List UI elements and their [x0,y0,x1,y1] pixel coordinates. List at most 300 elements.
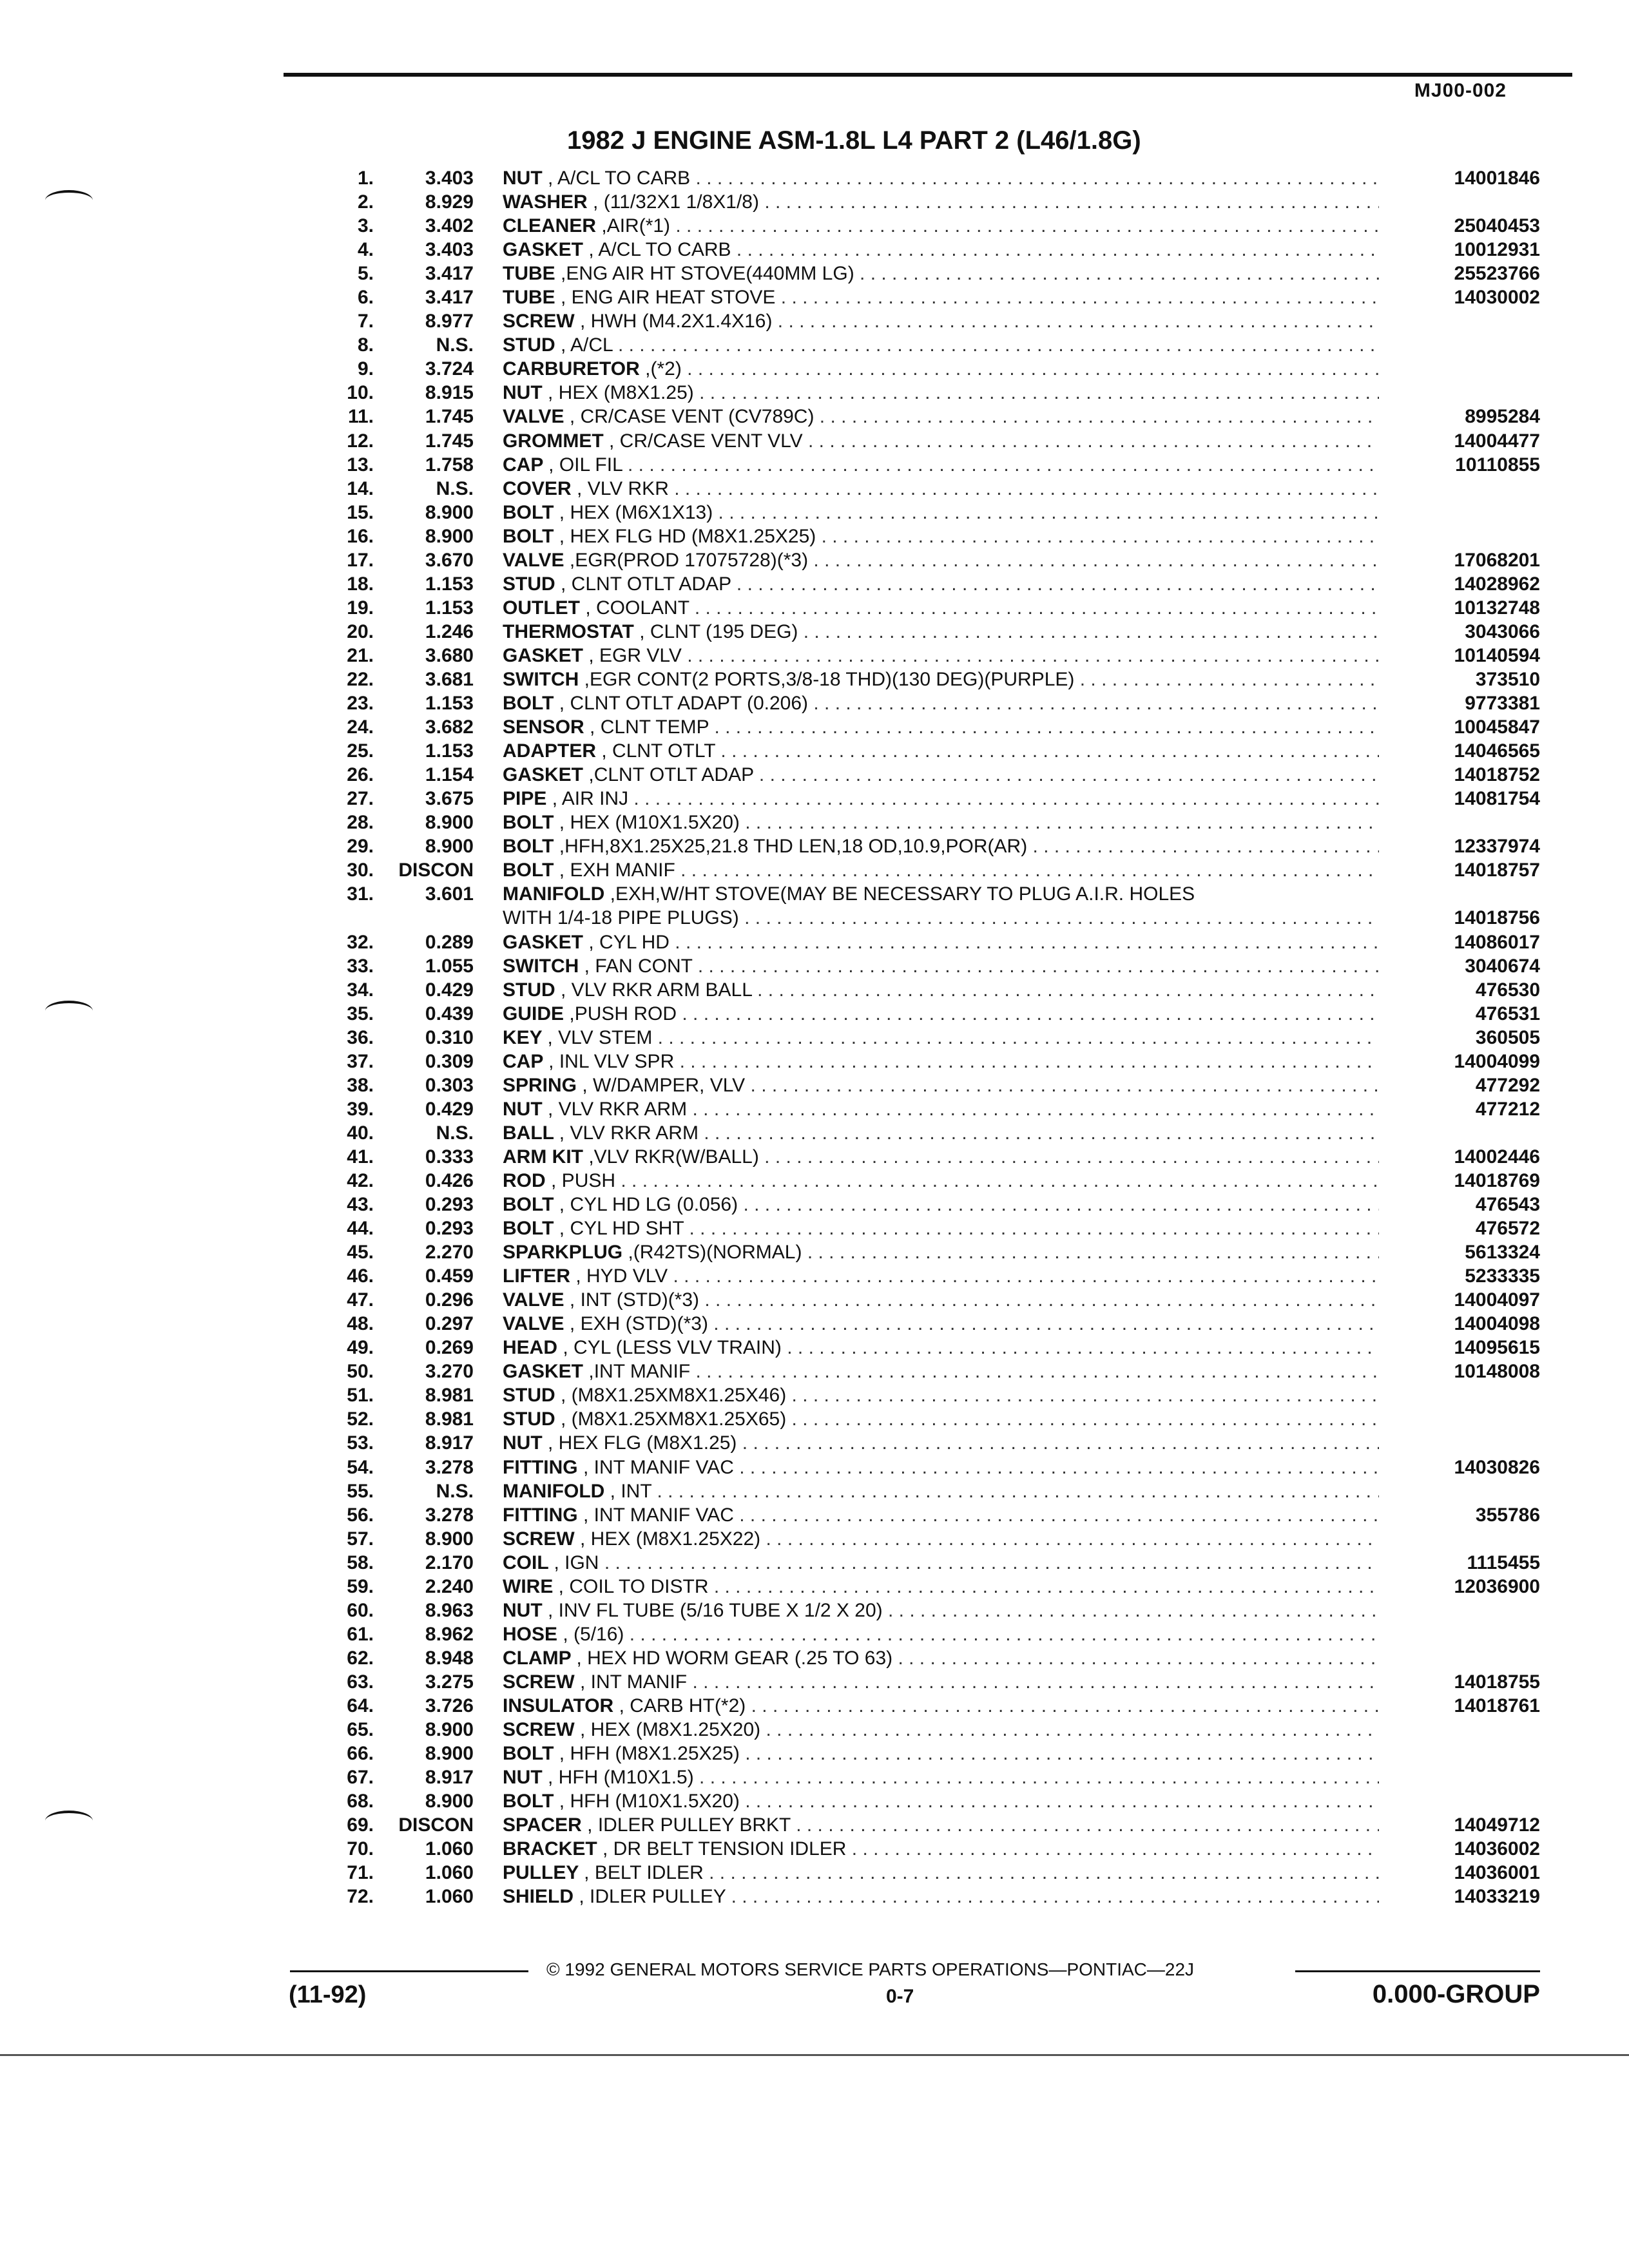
group-number: 1.055 [425,955,474,977]
part-description [503,524,1379,548]
item-number: 6. [357,287,374,309]
part-detail: , HEX (M8X1.25) [548,382,694,404]
part-description [503,715,1379,739]
part-detail: , CR/CASE VENT VLV [609,430,803,452]
part-name: GUIDE [503,1003,564,1024]
group-number: 8.900 [425,525,474,547]
part-name: SCREW [503,1671,575,1693]
copyright-notice: © 1992 GENERAL MOTORS SERVICE PARTS OPERATIONS—PONTIAC—22J [546,1959,1195,1979]
part-description [503,238,1379,262]
part-detail: , HEX (M6X1X13) [559,501,713,523]
item-number: 2. [357,191,374,213]
parts-row [309,477,1540,501]
group-number: 0.297 [425,1313,474,1335]
part-detail: , VLV RKR ARM [548,1098,688,1120]
item-number: 63. [347,1671,374,1693]
part-detail: , W/DAMPER, VLV [582,1074,746,1096]
part-description [503,453,1379,477]
item-number: 28. [347,812,374,834]
part-description [503,763,1379,787]
part-name: SPACER [503,1814,582,1836]
part-number: 14033219 [1454,1886,1540,1908]
item-number: 61. [347,1623,374,1645]
part-description [503,1456,1379,1479]
group-number: 3.278 [425,1456,474,1478]
group-number: 3.403 [425,168,474,189]
item-number: 55. [347,1480,374,1502]
part-name: BOLT [503,693,554,715]
group-number: 0.296 [425,1289,474,1311]
part-name: WASHER [503,191,588,213]
part-number: 14004477 [1454,430,1540,452]
part-description [503,1813,1379,1837]
part-description [503,548,1379,572]
part-detail: , INT MANIF VAC [583,1456,734,1478]
part-number: 14049712 [1454,1814,1540,1836]
group-number: 8.962 [425,1623,474,1645]
part-name: PIPE [503,788,547,810]
group-number: 3.403 [425,239,474,261]
parts-row [309,1026,1540,1050]
parts-row [309,739,1540,763]
part-name: NUT [503,1098,543,1120]
part-description [503,166,1379,190]
part-name: ARM KIT [503,1146,583,1168]
item-number: 70. [347,1838,374,1860]
part-number: 3043066 [1465,620,1540,642]
part-detail: , (11/32X1 1/8X1/8) [593,191,759,213]
group-number: 0.426 [425,1169,474,1191]
part-detail: ,EGR CONT(2 PORTS,3/8-18 THD)(130 DEG)(PURPLE) [584,668,1075,690]
part-detail: , VLV STEM [547,1026,653,1048]
part-name: BALL [503,1122,554,1144]
part-description [503,1575,1379,1599]
part-name: WIRE [503,1575,554,1597]
part-description [503,1383,1379,1407]
part-description [503,930,1379,954]
part-number: 14028962 [1454,573,1540,595]
part-number: 25523766 [1454,263,1540,285]
part-number: 373510 [1475,668,1540,690]
group-number: 1.153 [425,573,474,595]
part-number: 476572 [1475,1218,1540,1240]
part-name: SPARKPLUG [503,1242,623,1264]
part-name: THERMOSTAT [503,620,634,642]
part-detail: ,AIR(*1) [601,215,671,237]
part-detail: , IDLER PULLEY [579,1886,726,1908]
group-number: 3.417 [425,263,474,285]
part-description [503,954,1379,978]
part-description [503,882,1379,906]
part-detail: , AIR INJ [552,788,629,810]
part-description [503,1646,1379,1670]
part-detail: , CYL (LESS VLV TRAIN) [563,1337,782,1359]
part-name: TUBE [503,287,555,309]
item-number: 12. [347,430,374,452]
part-number: 14036002 [1454,1838,1540,1860]
part-description [503,1885,1379,1908]
parts-row [309,1383,1540,1407]
item-number: 50. [347,1361,374,1383]
part-number: 14018769 [1454,1169,1540,1191]
part-description [503,1837,1379,1861]
parts-row [309,834,1540,858]
part-name: BOLT [503,836,554,858]
group-number: 0.310 [425,1026,474,1048]
group-number: 8.900 [425,812,474,834]
parts-row [309,405,1540,428]
group-number: 1.060 [425,1838,474,1860]
item-number: 41. [347,1146,374,1168]
group-number: 0.459 [425,1265,474,1287]
group-number: 3.681 [425,668,474,690]
part-number: 14036001 [1454,1862,1540,1884]
part-description [503,1670,1379,1694]
item-number: 66. [347,1743,374,1765]
part-name: PULLEY [503,1862,579,1884]
part-detail: , (M8X1.25XM8X1.25X46) [561,1385,787,1407]
parts-list [309,166,1540,1908]
item-number: 56. [347,1504,374,1526]
item-number: 15. [347,501,374,523]
document-code: MJ00-002 [1414,80,1507,101]
part-name: FITTING [503,1504,578,1526]
item-number: 37. [347,1050,374,1072]
part-description [503,1360,1379,1383]
group-number: N.S. [436,1480,474,1502]
part-name: HOSE [503,1623,558,1645]
item-number: 51. [347,1385,374,1407]
part-detail: , IDLER PULLEY BRKT [587,1814,791,1836]
part-number: 25040453 [1454,215,1540,237]
part-number: 10148008 [1454,1361,1540,1383]
part-description [503,1527,1379,1551]
part-detail: ,HFH,8X1.25X25,21.8 THD LEN,18 OD,10.9,POR(AR) [559,836,1028,858]
part-detail: , CLNT OTLT [601,740,716,762]
parts-row [309,214,1540,238]
part-name: NUT [503,1599,543,1621]
page-number: 0-7 [886,1986,914,2007]
part-detail: , CR/CASE VENT (CV789C) [569,406,815,428]
parts-row [309,1646,1540,1670]
part-description [503,214,1379,238]
item-number: 8. [357,334,374,356]
group-number: 1.153 [425,740,474,762]
part-detail: , HYD VLV [575,1265,668,1287]
group-number: N.S. [436,1122,474,1144]
part-detail: , COOLANT [585,597,689,619]
group-number: 0.293 [425,1194,474,1216]
part-description [503,501,1379,524]
item-number: 68. [347,1791,374,1812]
parts-row [309,1503,1540,1527]
part-description [503,1288,1379,1312]
part-detail: , (M8X1.25XM8X1.25X65) [561,1408,787,1430]
part-description [503,978,1379,1002]
part-description [503,858,1379,882]
item-number: 48. [347,1313,374,1335]
item-number: 58. [347,1552,374,1573]
parts-row [309,1264,1540,1288]
part-detail: , VLV RKR ARM [559,1122,699,1144]
part-detail: , EXH MANIF [559,860,675,881]
part-number: 477212 [1475,1098,1540,1120]
parts-row [309,1169,1540,1193]
part-description [503,572,1379,596]
item-number: 40. [347,1122,374,1144]
group-number: 3.675 [425,788,474,810]
part-detail: , HEX (M8X1.25X22) [580,1528,761,1550]
part-number: 14004099 [1454,1050,1540,1072]
part-name: SWITCH [503,955,579,977]
group-number: 8.917 [425,1767,474,1789]
parts-row [309,333,1540,357]
parts-row [309,262,1540,285]
item-number: 13. [347,454,374,476]
part-detail: , HWH (M4.2X1.4X16) [580,311,773,332]
part-number: 14004098 [1454,1313,1540,1335]
revision-date: (11-92) [289,1981,367,2008]
part-name: CAP [503,454,543,476]
parts-row [309,1097,1540,1121]
part-description [503,1002,1379,1026]
part-name: STUD [503,1408,555,1430]
item-number: 64. [347,1695,374,1716]
part-number: 5233335 [1465,1265,1540,1287]
item-number: 34. [347,979,374,1001]
part-name: ROD [503,1169,546,1191]
parts-row [309,285,1540,309]
part-detail: , COIL TO DISTR [558,1575,709,1597]
parts-row [309,1240,1540,1264]
parts-row [309,1694,1540,1718]
parts-row [309,1599,1540,1622]
part-detail: , HFH (M10X1.5X20) [559,1791,740,1812]
parts-row [309,954,1540,978]
parts-row [309,1121,1540,1145]
part-number: 3040674 [1465,955,1540,977]
parts-row [309,1336,1540,1360]
part-description [503,1026,1379,1050]
part-description [503,429,1379,453]
part-number: 1115455 [1467,1552,1540,1573]
parts-row [309,1765,1540,1789]
parts-row [309,1575,1540,1599]
part-detail: , FAN CONT [584,955,693,977]
group-number: 0.429 [425,1098,474,1120]
item-number: 69. [347,1814,374,1836]
part-detail: , VLV RKR ARM BALL [561,979,752,1001]
punch-hole-mark [45,190,93,211]
part-name: NUT [503,1767,543,1789]
parts-row [309,1050,1540,1073]
part-description [503,1240,1379,1264]
parts-row [309,1622,1540,1646]
item-number: 3. [357,215,374,237]
group-number: N.S. [436,477,474,499]
part-name: NUT [503,382,543,404]
part-name: BRACKET [503,1838,597,1860]
item-number: 59. [347,1575,374,1597]
group-number: 2.270 [425,1242,474,1264]
part-detail: ,CLNT OTLT ADAP [588,764,754,786]
group-number: 8.981 [425,1385,474,1407]
part-name: SPRING [503,1074,577,1096]
item-number: 16. [347,525,374,547]
part-name: GROMMET [503,430,604,452]
part-description [503,1694,1379,1718]
part-number: 476543 [1475,1194,1540,1216]
parts-row [309,1551,1540,1575]
part-number: 14095615 [1454,1337,1540,1359]
top-rule [284,73,1572,77]
part-detail: , HEX FLG HD (M8X1.25X25) [559,525,816,547]
item-number: 22. [347,668,374,690]
part-name: SCREW [503,1528,575,1550]
item-number: 35. [347,1003,374,1024]
item-number: 45. [347,1242,374,1264]
item-number: 53. [347,1432,374,1454]
footer-rule [1295,1970,1540,1972]
parts-row [309,620,1540,644]
group-number: 3.417 [425,287,474,309]
part-number: 14004097 [1454,1289,1540,1311]
parts-row [309,524,1540,548]
part-number: 14046565 [1454,740,1540,762]
part-description [503,1789,1379,1813]
part-description [503,1121,1379,1145]
item-number: 10. [347,382,374,404]
item-number: 7. [357,311,374,332]
group-number: 8.929 [425,191,474,213]
item-number: 27. [347,788,374,810]
parts-row [309,1002,1540,1026]
part-number: 14018757 [1454,860,1540,881]
parts-row [309,858,1540,882]
group-number: 1.153 [425,693,474,715]
part-description [503,477,1379,501]
group-number: 3.680 [425,644,474,666]
item-number: 46. [347,1265,374,1287]
part-number: 14018756 [1454,907,1540,929]
part-description [503,1407,1379,1431]
part-detail: WITH 1/4-18 PIPE PLUGS) [503,907,739,929]
part-description [503,1622,1379,1646]
group-number: 8.900 [425,1719,474,1741]
parts-row [309,1718,1540,1742]
parts-row [309,238,1540,262]
group-number: 8.900 [425,1528,474,1550]
part-detail: , CYL HD [588,931,670,953]
group-number: 8.917 [425,1432,474,1454]
parts-row [309,1073,1540,1097]
part-number: 476531 [1475,1003,1540,1024]
group-number: 3.726 [425,1695,474,1716]
part-name: ADAPTER [503,740,597,762]
item-number: 57. [347,1528,374,1550]
item-number: 29. [347,836,374,858]
parts-row [309,1861,1540,1885]
parts-row [309,1837,1540,1861]
parts-row [309,978,1540,1002]
parts-row [309,930,1540,954]
item-number: 11. [347,406,374,428]
part-description [503,357,1379,381]
part-name: CARBURETOR [503,358,640,380]
part-description [503,787,1379,811]
parts-row [309,1360,1540,1383]
part-detail: , ENG AIR HEAT STOVE [561,287,776,309]
part-number: 14018755 [1454,1671,1540,1693]
part-name: TUBE [503,263,555,285]
part-name: MANIFOLD [503,883,605,905]
part-description [503,262,1379,285]
group-number: 8.900 [425,501,474,523]
group-number: 2.170 [425,1552,474,1573]
item-number: 31. [347,883,374,905]
part-number: 5613324 [1465,1242,1540,1264]
part-name: VALVE [503,1289,564,1311]
part-description [503,1431,1379,1455]
parts-row [309,1456,1540,1479]
item-number: 36. [347,1026,374,1048]
group-number: 0.289 [425,931,474,953]
parts-row [309,691,1540,715]
part-description [503,644,1379,668]
part-detail: , INT MANIF VAC [583,1504,734,1526]
part-detail: ,EXH,W/HT STOVE(MAY BE NECESSARY TO PLUG A.I.R. HOLES [610,883,1195,905]
part-detail: , HEX FLG (M8X1.25) [548,1432,737,1454]
parts-row [309,811,1540,834]
item-number: 26. [347,764,374,786]
part-name: BOLT [503,812,554,834]
item-number: 5. [357,263,374,285]
group-number: 0.439 [425,1003,474,1024]
item-number: 65. [347,1719,374,1741]
part-detail: , INL VLV SPR [548,1050,675,1072]
item-number: 24. [347,716,374,738]
item-number: 9. [357,358,374,380]
part-name: CAP [503,1050,543,1072]
part-detail: , A/CL TO CARB [548,168,691,189]
item-number: 14. [347,477,374,499]
part-detail: ,(*2) [645,358,682,380]
parts-row [309,429,1540,453]
group-number: 1.154 [425,764,474,786]
group-number: 8.981 [425,1408,474,1430]
part-name: MANIFOLD [503,1480,605,1502]
item-number: 20. [347,620,374,642]
part-detail: , CLNT OTLT ADAPT (0.206) [559,693,809,715]
part-detail: , CYL HD SHT [559,1218,684,1240]
part-name: BOLT [503,501,554,523]
item-number: 44. [347,1218,374,1240]
part-number: 476530 [1475,979,1540,1001]
item-number: 71. [347,1862,374,1884]
part-name: SENSOR [503,716,584,738]
group-number: 0.293 [425,1218,474,1240]
page-title: 1982 J ENGINE ASM-1.8L L4 PART 2 (L46/1.8G) [567,126,1141,155]
item-number: 17. [347,549,374,571]
part-description [503,1599,1379,1622]
item-number: 30. [347,860,374,881]
group-number: 3.402 [425,215,474,237]
group-number: 3.278 [425,1504,474,1526]
part-detail: ,ENG AIR HT STOVE(440MM LG) [561,263,854,285]
part-name: GASKET [503,1361,584,1383]
part-name: NUT [503,168,543,189]
group-number: 8.900 [425,1791,474,1812]
